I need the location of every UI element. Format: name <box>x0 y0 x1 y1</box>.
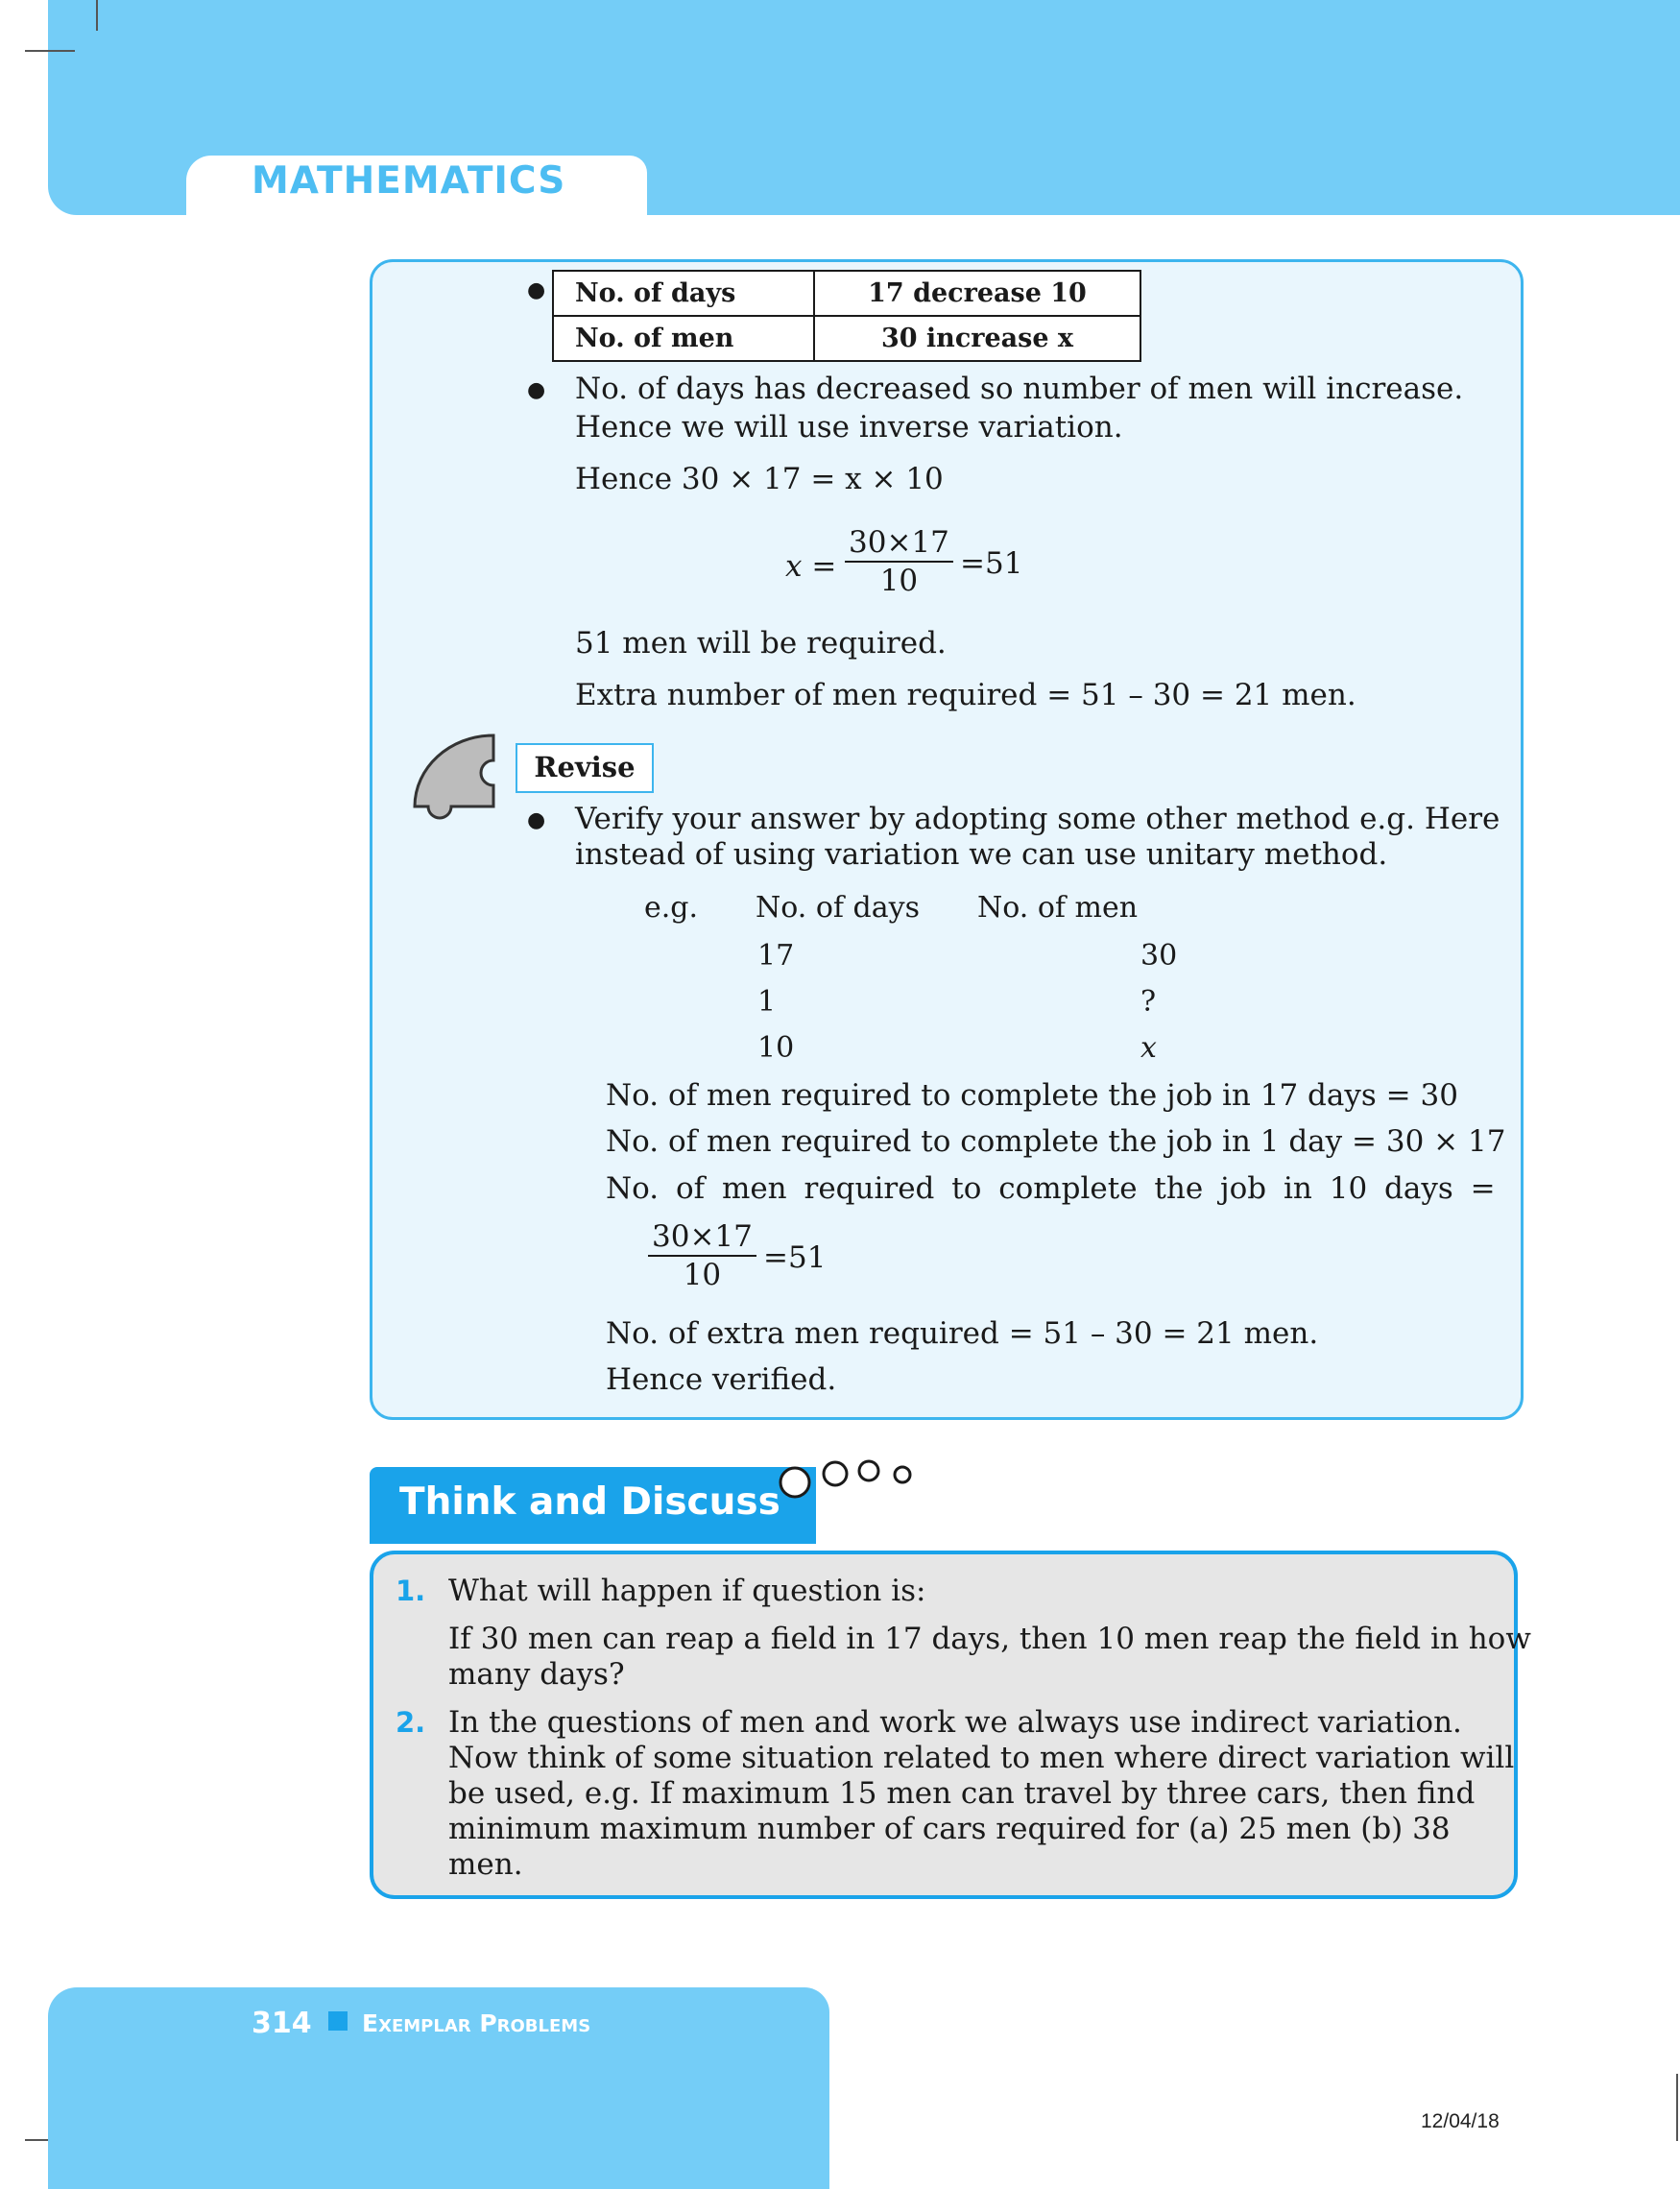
fraction <box>845 524 953 599</box>
text-line: No. of days has decreased so number of men will increase. <box>575 372 1464 406</box>
text-line: men. <box>448 1847 523 1882</box>
crop-mark <box>96 0 98 31</box>
column-header-men: No. of men <box>977 891 1139 925</box>
think-discuss-title: Think and Discuss <box>399 1480 780 1524</box>
days-value: 1 <box>757 985 777 1019</box>
table-row <box>553 271 1140 316</box>
text-line: Now think of some situation related to men where direct variation will <box>448 1741 1515 1775</box>
text-line: minimum maximum number of cars required for (a) 25 men (b) 38 <box>448 1812 1451 1846</box>
text-line: What will happen if question is: <box>448 1574 926 1608</box>
text-line: Extra number of men required = 51 – 30 = 21 men. <box>575 678 1356 712</box>
table-cell: 30 increase x <box>814 316 1140 361</box>
equation-line: Hence 30 × 17 = x × 10 <box>575 462 944 496</box>
men-value: 30 <box>1140 939 1178 973</box>
page-number: 314 <box>252 2007 312 2040</box>
revise-label: Revise <box>516 743 654 793</box>
table-cell: No. of men <box>553 316 814 361</box>
print-date: 12/04/18 <box>1421 2110 1500 2132</box>
table-row <box>553 316 1140 361</box>
text-line: Verify your answer by adopting some other method e.g. Here <box>575 802 1500 836</box>
footer-square-icon <box>328 2011 348 2031</box>
text-line: No. of men required to complete the job in 17 days = 30 <box>606 1078 1458 1113</box>
days-value: 17 <box>757 939 795 973</box>
text-line: No. of extra men required = 51 – 30 = 21 men. <box>606 1316 1319 1351</box>
text-line: be used, e.g. If maximum 15 men can travel by three cars, then find <box>448 1776 1476 1811</box>
thought-bubble-icon <box>776 1454 920 1502</box>
men-value: ? <box>1140 985 1157 1019</box>
text-line: In the questions of men and work we always use indirect variation. <box>448 1705 1462 1740</box>
equation-rhs: =51 <box>960 546 1023 581</box>
text-line: Hence we will use inverse variation. <box>575 410 1123 445</box>
men-value: x <box>1140 1031 1157 1065</box>
crop-mark <box>25 50 75 52</box>
fraction-numerator: 30×17 <box>648 1218 756 1257</box>
fraction <box>648 1218 756 1293</box>
text-line: Hence verified. <box>606 1362 837 1397</box>
equation-rhs: =51 <box>763 1240 827 1275</box>
days-value: 10 <box>757 1031 795 1065</box>
table-cell: No. of days <box>553 271 814 316</box>
text-line: 51 men will be required. <box>575 626 947 661</box>
text-line: No. of men required to complete the job in 10 days = <box>606 1171 1496 1206</box>
question-number: 1. <box>396 1575 426 1607</box>
text-line: No. of men required to complete the job in 1 day = 30 × 17 <box>606 1124 1506 1159</box>
text-line: instead of using variation we can use unitary method. <box>575 837 1388 872</box>
text-line: many days? <box>448 1657 625 1692</box>
bullet: ● <box>527 378 546 402</box>
table-cell: 17 decrease 10 <box>814 271 1140 316</box>
page-header-title: MATHEMATICS <box>252 159 566 203</box>
text-line: If 30 men can reap a field in 17 days, then 10 men reap the field in how <box>448 1622 1531 1656</box>
question-number: 2. <box>396 1706 426 1739</box>
puzzle-piece-icon <box>411 730 495 822</box>
fraction-denominator: 10 <box>683 1258 722 1292</box>
book-title: Exemplar Problems <box>362 2009 591 2037</box>
eg-label: e.g. <box>644 891 699 925</box>
fraction-denominator: 10 <box>879 564 919 598</box>
crop-mark <box>1676 2074 1678 2141</box>
fraction-numerator: 30×17 <box>845 524 953 563</box>
variation-table <box>552 270 1141 362</box>
equation-lhs: x = <box>785 549 837 584</box>
bullet: ● <box>527 808 546 832</box>
column-header-days: No. of days <box>756 891 920 925</box>
bullet: ● <box>527 278 546 302</box>
